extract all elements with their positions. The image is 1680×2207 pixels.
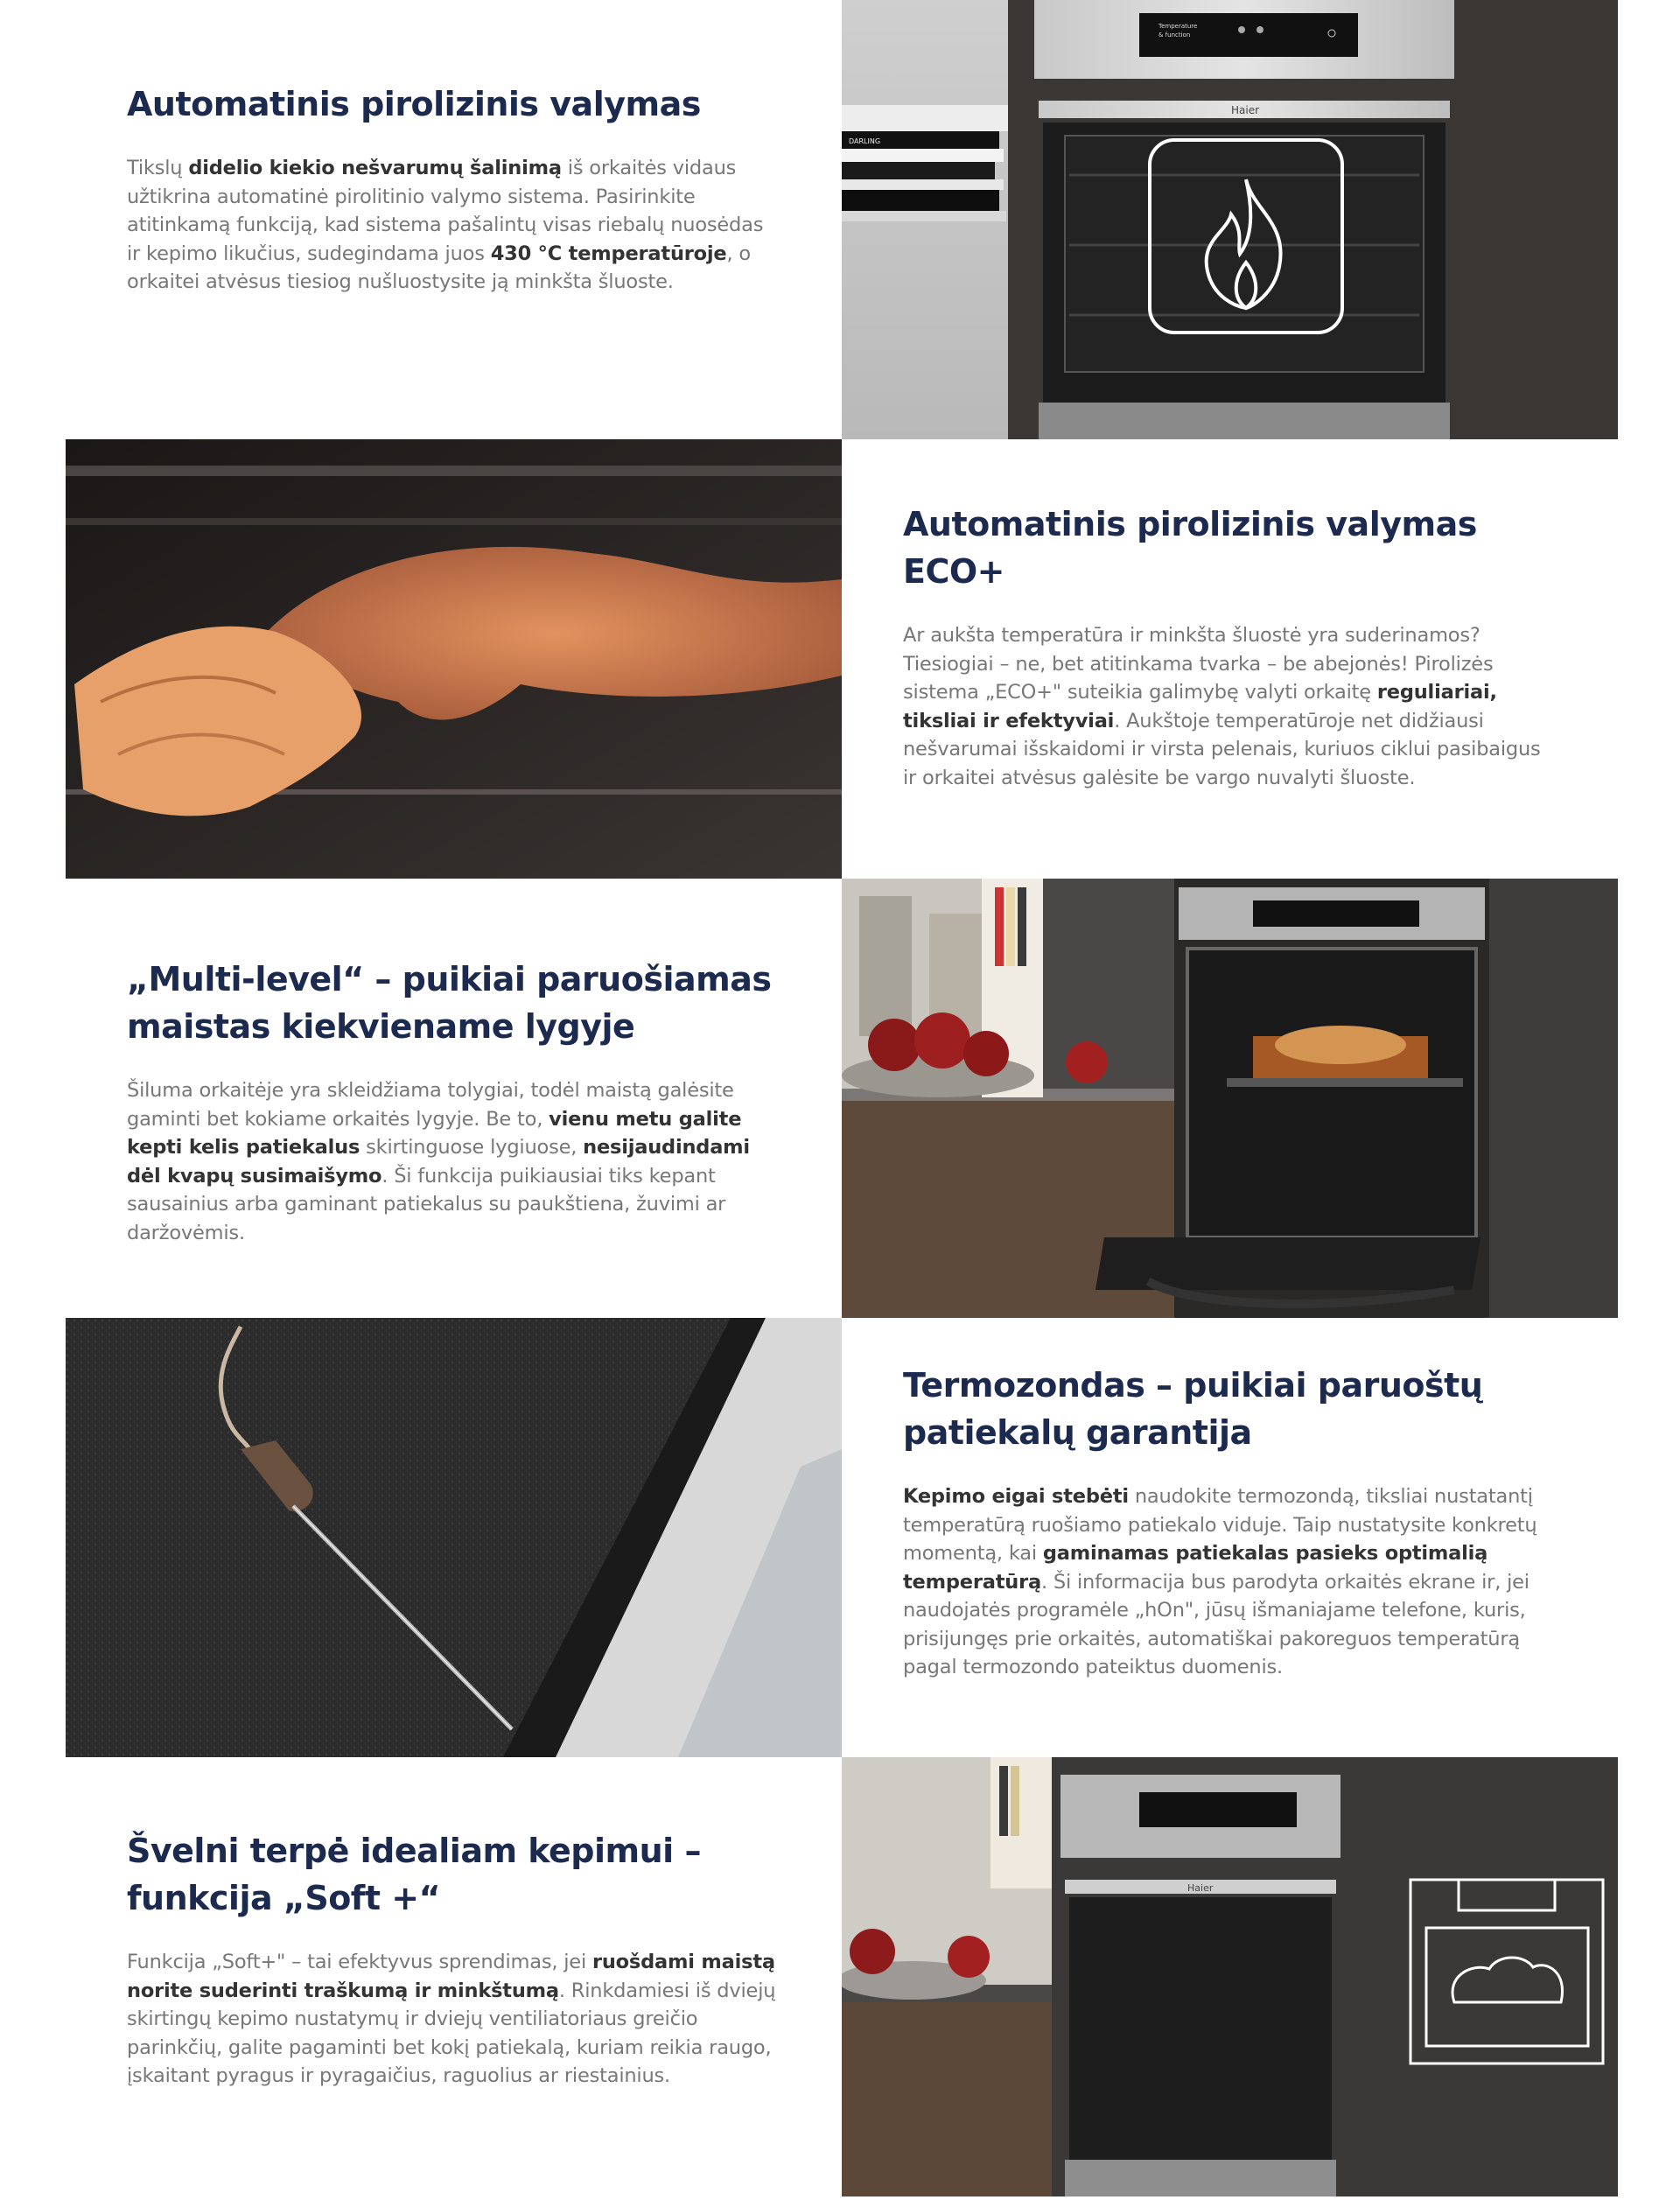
feature-description: Ar aukšta temperatūra ir minkšta šluostė yra suderinamos? Tiesiogiai – ne, bet atitinkama tvarka – be abejonės! Pirolizės sistema „ECO+" suteikia galimybę valyti orkaitę reguliariai, tiksliai ir efektyviai. Aukštoje temperatūroje net didžiausi nešvarumai išskaidomi ir virsta pelenais, kuriuos ciklui pasibaigus ir orkaitei atvėsus galėsite be vargo nuvalyti šluoste. xyxy=(903,624,1541,789)
feature-text-3 xyxy=(66,879,842,1318)
oven-display-text: Temperature xyxy=(1158,23,1198,30)
feature-row-5 xyxy=(66,1757,1619,2196)
feature-title: Automatinis pirolizinis valymas xyxy=(127,85,701,123)
feature-title: Automatinis pirolizinis valymas ECO+ xyxy=(903,505,1477,591)
hand-cleaning-image xyxy=(66,439,842,879)
soft-plus-oven-image xyxy=(842,1757,1618,2196)
feature-description: Kepimo eigai stebėti naudokite termozondą, tiksliai nustatantį temperatūrą ruošiamo patiekalo viduje. Taip nustatysite konkretų momentą, kai gaminamas patiekalas pasieks optimalią temperatūrą. Ši informacija bus parodyta orkaitės ekrane ir, jei naudojatės programėle „hOn", jūsų išmaniajame telefone, kuris, prisijungęs prie orkaitės, automatiškai pakoreguos temperatūrą pagal termozondo pateiktus duomenis. xyxy=(903,1485,1537,1678)
multi-level-oven-image xyxy=(842,879,1618,1318)
emphasis-text: ruošdami maistą norite suderinti traškumą ir minkštumą xyxy=(127,1951,775,2002)
emphasis-text: gaminamas patiekalas pasieks optimalią temperatūrą xyxy=(903,1542,1488,1594)
emphasis-text: reguliariai, tiksliai ir efektyviai xyxy=(903,681,1497,732)
feature-text-5 xyxy=(66,1757,842,2196)
feature-title: Švelni terpė idealiam kepimui – funkcija „Soft +“ xyxy=(127,1832,701,1917)
emphasis-text: nesijaudindami dėl kvapų susimaišymo xyxy=(127,1136,750,1188)
feature-row-1 xyxy=(66,0,1619,439)
feature-row-2 xyxy=(66,439,1619,879)
feature-description: Šiluma orkaitėje yra skleidžiama tolygiai, todėl maistą galėsite gaminti bet kokiame orkaitės lygyje. Be to, vienu metu galite kepti kelis patiekalus skirtinguose lygiuose, nesijaudindami dėl kvapų susimaišymo. Ši funkcija puikiausiai tiks kepant sausainius arba gaminant patiekalus su paukštiena, žuvimi ar daržovėmis. xyxy=(127,1079,750,1244)
feature-text-1 xyxy=(66,0,842,439)
emphasis-text: vienu metu galite kepti kelis patiekalus xyxy=(127,1107,742,1159)
feature-text-2 xyxy=(842,439,1618,879)
feature-title: Termozondas – puikiai paruoštų patiekalų garantija xyxy=(903,1366,1483,1452)
pyrolytic-oven-image xyxy=(842,0,1618,439)
feature-description: Funkcija „Soft+" – tai efektyvus sprendimas, jei ruošdami maistą norite suderinti traškumą ir minkštumą. Rinkdamiesi iš dviejų skirtingų kepimo nustatymų ir dviejų ventiliatoriaus greičio parinkčių, galite pagaminti bet kokį patiekalą, kuriam reikia raugo, įskaitant pyragus ir pyragaičius, raguolius ar riestainius. xyxy=(127,1951,776,2087)
book-spine: DARLING xyxy=(849,137,881,145)
oven-brand: Haier xyxy=(1187,1882,1214,1894)
feature-title: „Multi-level“ – puikiai paruošiamas maistas kiekviename lygyje xyxy=(127,960,772,1046)
svg-text:& function: & function xyxy=(1158,32,1191,39)
emphasis-text: Kepimo eigai stebėti xyxy=(903,1485,1129,1508)
emphasis-text: 430 °C temperatūroje xyxy=(490,242,727,265)
feature-row-3 xyxy=(66,879,1619,1318)
feature-row-4 xyxy=(66,1318,1619,1757)
feature-description: Tikslų didelio kiekio nešvarumų šalinimą iš orkaitės vidaus užtikrina automatinė pirolitinio valymo sistema. Pasirinkite atitinkamą funkciją, kad sistema pašalintų visas riebalų nuosėdas ir kepimo likučius, sudegindama juos 430 °C temperatūroje, o orkaitei atvėsus tiesiog nušluostysite ją minkšta šluoste. xyxy=(127,157,764,293)
thermoprobe-image xyxy=(66,1318,842,1757)
feature-text-4 xyxy=(842,1318,1618,1757)
oven-brand: Haier xyxy=(1231,104,1260,116)
emphasis-text: didelio kiekio nešvarumų šalinimą xyxy=(188,157,562,179)
